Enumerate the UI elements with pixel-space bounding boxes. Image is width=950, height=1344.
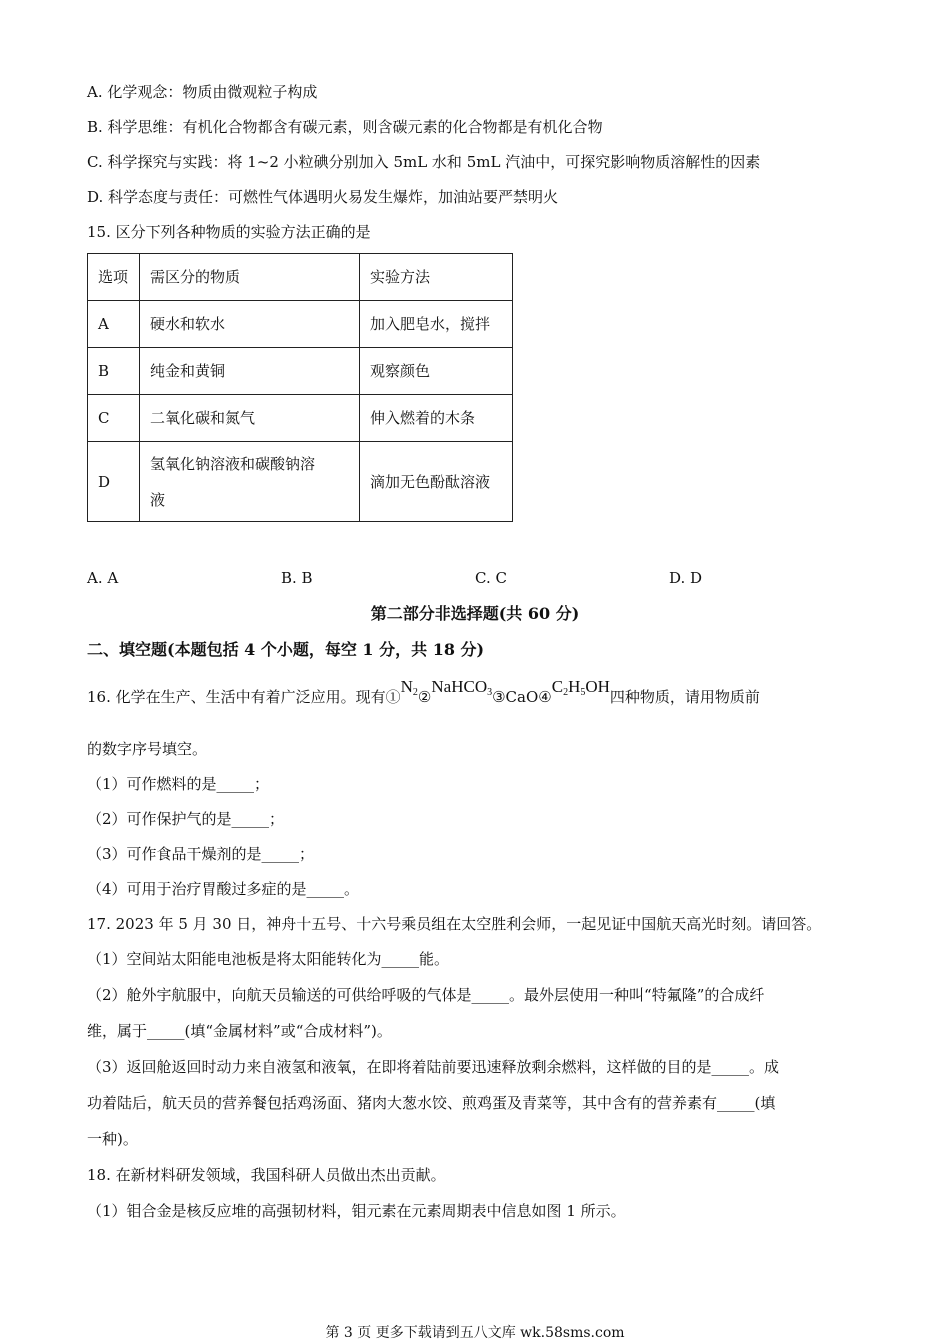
table-cell	[140, 442, 360, 522]
table-row	[88, 442, 513, 522]
question-18-stem: 18. 在新材料研发领域，我国科研人员做出杰出贡献。	[87, 1166, 446, 1184]
table-cell: 二氧化碳和氮气	[140, 395, 360, 442]
option-a: A. 化学观念：物质由微观粒子构成	[87, 83, 318, 101]
table-cell: B	[88, 348, 140, 395]
table-cell: D	[88, 442, 140, 522]
question-17-stem: 17. 2023 年 5 月 30 日，神舟十五号、十六号乘员组在太空胜利会师，一起见证中国航天高光时刻。请回答。	[87, 915, 822, 933]
question-16-item: （3）可作食品干燥剂的是_____；	[87, 845, 315, 863]
table-cell-line: 氢氧化钠溶液和碳酸钠溶	[150, 454, 316, 473]
formula-subscript: 2	[412, 687, 418, 698]
formula-n2	[401, 677, 418, 696]
formula-subscript: 3	[487, 687, 493, 698]
answer-a: A. A	[87, 569, 119, 587]
formula-nahco3	[431, 677, 492, 696]
answer-b: B. B	[281, 569, 313, 587]
formula-symbol: C	[551, 677, 564, 696]
question-17-part2-cont: 维，属于_____(填“金属材料”或“合成材料”)。	[87, 1022, 392, 1040]
table-cell: 滴加无色酚酞溶液	[360, 442, 513, 522]
question-16-intro: 16. 化学在生产、生活中有着广泛应用。现有①	[87, 688, 401, 706]
question-18-part1: （1）钼合金是核反应堆的高强韧材料，钼元素在元素周期表中信息如图 1 所示。	[87, 1202, 626, 1220]
question-17-part1: （1）空间站太阳能电池板是将太阳能转化为_____能。	[87, 950, 450, 968]
table-header-cell: 实验方法	[360, 254, 513, 301]
question-15-stem: 15. 区分下列各种物质的实验方法正确的是	[87, 223, 371, 241]
circled-number: ②	[417, 688, 432, 706]
table-cell: 纯金和黄铜	[140, 348, 360, 395]
table-row	[88, 301, 513, 348]
table-header-cell: 需区分的物质	[140, 254, 360, 301]
table-cell: A	[88, 301, 140, 348]
formula-subscript: 5	[580, 687, 586, 698]
table-cell: C	[88, 395, 140, 442]
section-two-title: 二、填空题(本题包括 4 个小题，每空 1 分，共 18 分)	[87, 640, 485, 659]
question-16-stem	[87, 677, 760, 723]
option-d: D. 科学态度与责任：可燃性气体遇明火易发生爆炸，加油站要严禁明火	[87, 188, 559, 206]
answer-d: D. D	[669, 569, 703, 587]
table-row	[88, 395, 513, 442]
option-b: B. 科学思维：有机化合物都含有碳元素，则含碳元素的化合物都是有机化合物	[87, 118, 603, 136]
table-cell: 加入肥皂水，搅拌	[360, 301, 513, 348]
formula-symbol: OH	[585, 677, 610, 696]
table-cell-line: 液	[150, 490, 166, 509]
question-16-item: （2）可作保护气的是_____；	[87, 810, 285, 828]
formula-cao: CaO④	[505, 688, 552, 706]
question-17-part3-end: 一种)。	[87, 1130, 138, 1148]
question-16-tail: 四种物质，请用物质前	[609, 688, 760, 706]
question-17-part2: （2）舱外宇航服中，向航天员输送的可供给呼吸的气体是_____。最外层使用一种叫“特氟隆”的合成纤	[87, 986, 765, 1004]
part-two-title: 第二部分非选择题(共 60 分)	[370, 604, 580, 623]
table-row	[88, 348, 513, 395]
question-16-item: （1）可作燃料的是_____；	[87, 775, 270, 793]
formula-symbol: NaHCO	[431, 677, 488, 696]
option-c: C. 科学探究与实践：将 1~2 小粒碘分别加入 5mL 水和 5mL 汽油中，可探究影响物质溶解性的因素	[87, 153, 761, 171]
question-15-table	[87, 253, 513, 522]
table-cell: 伸入燃着的木条	[360, 395, 513, 442]
page-footer: 第 3 页 更多下载请到五八文库 wk.58sms.com	[325, 1325, 625, 1341]
question-17-part3: （3）返回舱返回时动力来自液氢和液氧，在即将着陆前要迅速释放剩余燃料，这样做的目的是_____。成	[87, 1058, 780, 1076]
table-header-row	[88, 254, 513, 301]
answer-c: C. C	[475, 569, 507, 587]
table-cell: 观察颜色	[360, 348, 513, 395]
table-cell: 硬水和软水	[140, 301, 360, 348]
formula-c2h5oh	[552, 677, 610, 696]
table-header-cell: 选项	[88, 254, 140, 301]
question-17-part3-cont: 功着陆后，航天员的营养餐包括鸡汤面、猪肉大葱水饺、煎鸡蛋及青菜等，其中含有的营养素有_____(填	[87, 1094, 776, 1112]
formula-subscript: 2	[563, 687, 569, 698]
formula-symbol: H	[568, 677, 581, 696]
formula-symbol: N	[400, 677, 413, 696]
question-16-item: （4）可用于治疗胃酸过多症的是_____。	[87, 880, 360, 898]
circled-number: ③	[492, 688, 506, 706]
question-16-line2: 的数字序号填空。	[87, 740, 208, 758]
